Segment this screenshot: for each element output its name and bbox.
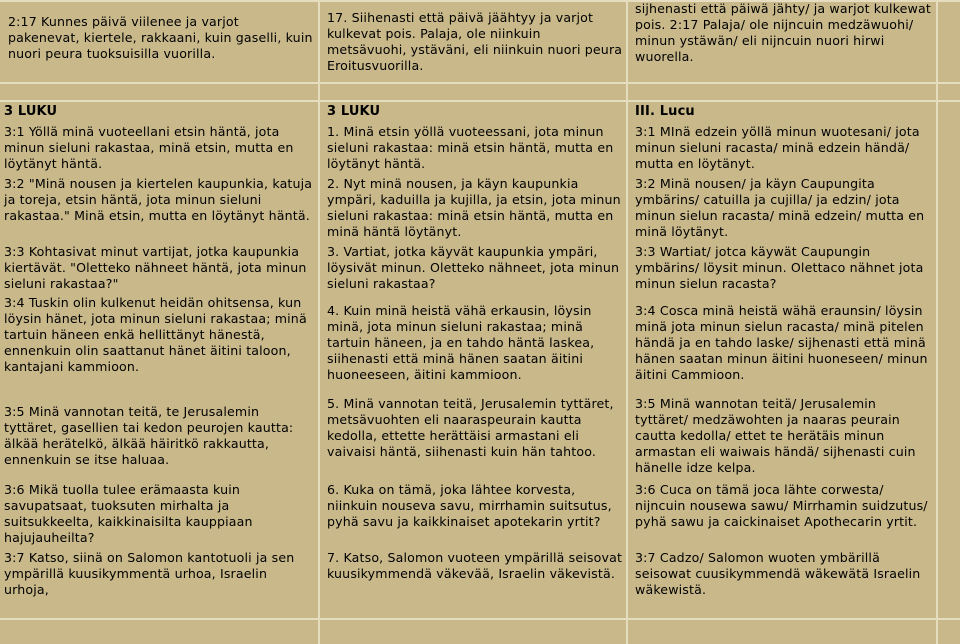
verse-col1: 3:7 Katso, siinä on Salomon kantotuoli ja sen ympärillä kuusikymmentä urhoa, Israelin urhoja, [4, 550, 295, 597]
verse-col1: 3:1 Yöllä minä vuoteellani etsin häntä, jota minun sieluni rakastaa, minä etsin, mutta en löytänyt häntä. [4, 124, 294, 171]
column-divider [936, 0, 938, 644]
row-divider [0, 82, 960, 84]
column-divider [318, 0, 320, 644]
verse-col2: 5. Minä vannotan teitä, Jerusalemin tyttäret, metsävuohten eli naaraspeurain kautta kedolla, ettette herättäisi armastani eli vaivaisi häntä, siihenasti kuin hän tahtoo. [327, 396, 614, 459]
verse-col3: 3:7 Cadzo/ Salomon wuoten ymbärillä seisowat cuusikymmendä wäkewätä Israelin wäkewistä. [635, 550, 921, 597]
verse-col1: 3:6 Mikä tuolla tulee erämaasta kuin savupatsaat, tuoksuten mirhalta ja suitsukkeelta, kaikkinaisilta kauppiaan hajujauheilta? [4, 482, 253, 545]
verse-col2: 2. Nyt minä nousen, ja käyn kaupunkia ympäri, kaduilla ja kujilla, ja etsin, jota minun sieluni rakastaa: minä etsin häntä, mutta en minä häntä löytänyt. [327, 176, 621, 239]
top-text-col2: 17. Siihenasti että päivä jäähtyy ja varjot kulkevat pois. Palaja, ole niinkuin metsävuohi, ystäväni, eli niinkuin nuori peura Eroitusvuorilla. [327, 10, 623, 73]
verse-col2: 6. Kuka on tämä, joka lähtee korvesta, niinkuin nouseva savu, mirrhamin suitsutus, pyhä savu ja kaikkinaiset apotekarin yrtit? [327, 482, 612, 529]
verse-col1: 3:4 Tuskin olin kulkenut heidän ohitsensa, kun löysin hänet, jota minun sieluni rakastaa; minä tartuin häneen enkä hellittänyt hänestä, ennenkuin olin saattanut hänet äitini taloon, kantajani kammioon. [4, 295, 307, 374]
row-divider [0, 100, 960, 102]
verse-col3: 3:5 Minä wannotan teitä/ Jerusalemin tyttäret/ medzäwohten ja naaras peurain cautta kedolla/ ettet te herätäis minun armastan eli waiwais händä/ sijhenasti cuin hänelle idze kelpa. [635, 396, 916, 475]
verse-col2: 7. Katso, Salomon vuoteen ympärillä seisovat kuusikymmendä väkevää, Israelin väkevistä. [327, 550, 623, 581]
verse-col1: 3:2 "Minä nousen ja kiertelen kaupunkia, katuja ja toreja, etsin häntä, jota minun sieluni rakastaa." Minä etsin, mutta en löytänyt häntä. [4, 176, 313, 223]
verse-col1: 3:5 Minä vannotan teitä, te Jerusalemin tyttäret, gasellien tai kedon peurojen kautta: älkää herätelkö, älkää häiritkö rakkautta, ennenkuin se itse haluaa. [4, 404, 294, 467]
top-text-col1: 2:17 Kunnes päivä viilenee ja varjot pakenevat, kiertele, rakkaani, kuin gaselli, kuin nuori peura tuoksuisilla vuorilla. [8, 14, 313, 61]
verse-col2: 4. Kuin minä heistä vähä erkausin, löysin minä, jota minun sieluni rakastaa; minä tartuin häneen, ja en tahdo häntä laskea, siihenasti että minä hänen saatan äitini huoneeseen, äitini kammioon. [327, 303, 595, 382]
verse-col3: 3:4 Cosca minä heistä wähä eraunsin/ löysin minä jota minun sielun racasta/ minä pitelen händä ja en tahdo laske/ sijhenasti että minä hänen saatan minun äitini huoneseen/ minun äitini Cammioon. [635, 303, 928, 382]
row-divider [0, 618, 960, 620]
top-text-col3: sijhenasti että päiwä jähty/ ja warjot kulkewat pois. 2:17 Palaja/ ole nijncuin medzäwuohi/ minun ystäwän/ eli nijncuin nuori hirwi wuorella. [635, 1, 931, 64]
chapter-heading-col2: 3 LUKU [327, 104, 381, 119]
chapter-heading-col3: III. Lucu [635, 104, 695, 119]
verse-col3: 3:2 Minä nousen/ ja käyn Caupungita ymbärins/ catuilla ja cujilla/ ja edzin/ jota minun sielun racasta/ minä edzein/ mutta en minä löytänyt. [635, 176, 925, 239]
verse-col3: 3:6 Cuca on tämä joca lähte corwesta/ nijncuin nousewa sawu/ Mirrhamin suidzutus/ pyhä sawu ja caickinaiset Apothecarin yrtit. [635, 482, 928, 529]
verse-col1: 3:3 Kohtasivat minut vartijat, jotka kaupunkia kiertävät. "Oletteko nähneet häntä, jota minun sieluni rakastaa?" [4, 244, 307, 291]
chapter-heading-col1: 3 LUKU [4, 104, 58, 119]
verse-col3: 3:1 MInä edzein yöllä minun wuotesani/ jota minun sieluni racasta/ minä edzein händä/ mutta en löytänyt. [635, 124, 920, 171]
column-divider [626, 0, 628, 644]
verse-col2: 1. Minä etsin yöllä vuoteessani, jota minun sieluni rakastaa: minä etsin häntä, mutta en löytänyt häntä. [327, 124, 614, 171]
verse-col3: 3:3 Wartiat/ jotca käywät Caupungin ymbärins/ löysit minun. Olettaco nähnet jota minun sielun racasta? [635, 244, 924, 291]
verse-col2: 3. Vartiat, jotka käyvät kaupunkia ympäri, löysivät minun. Oletteko nähneet, jota minun sieluni rakastaa? [327, 244, 620, 291]
